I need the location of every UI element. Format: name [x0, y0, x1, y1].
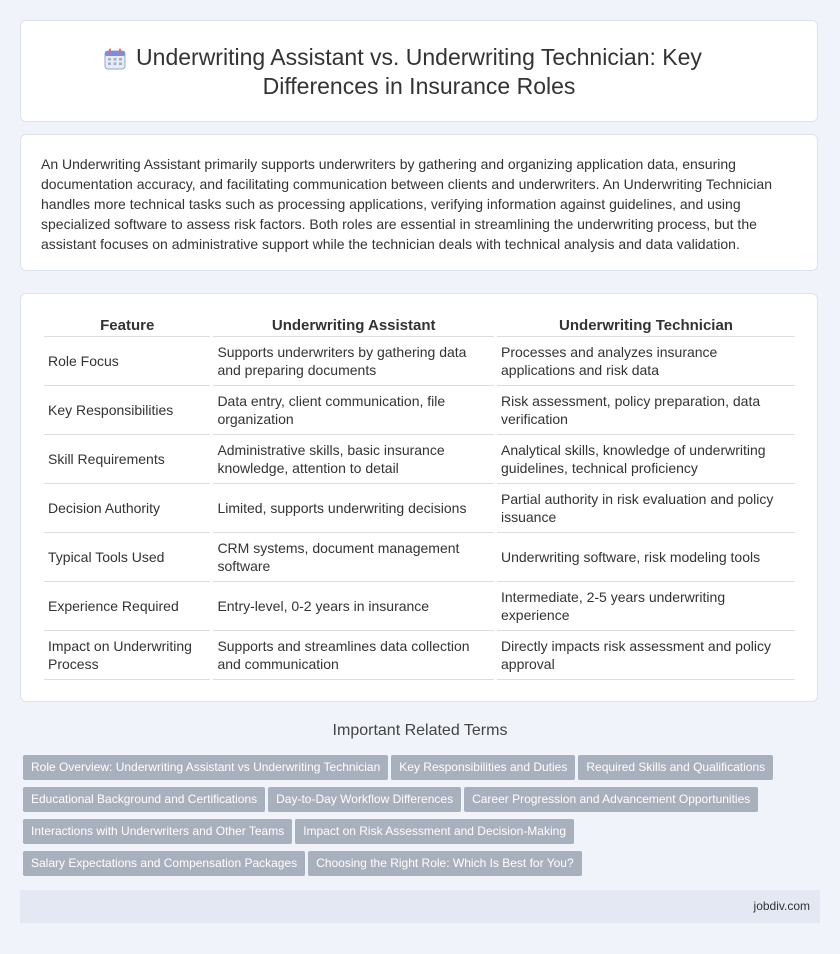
- tag-row: [23, 755, 803, 787]
- intro-card: [20, 134, 818, 271]
- page-title: [21, 43, 817, 101]
- feature-cell: Decision Authority: [44, 484, 210, 533]
- feature-cell: Typical Tools Used: [44, 533, 210, 582]
- table-row: [44, 631, 795, 680]
- technician-cell: Processes and analyzes insurance applications and risk data: [497, 337, 795, 386]
- tag-row: [23, 851, 803, 883]
- footer-site-link[interactable]: jobdiv.com: [753, 899, 810, 913]
- assistant-cell: Entry-level, 0-2 years in insurance: [213, 582, 494, 631]
- related-term-tag[interactable]: Interactions with Underwriters and Other Teams: [23, 819, 292, 844]
- technician-cell: Underwriting software, risk modeling tools: [497, 533, 795, 582]
- feature-cell: Impact on Underwriting Process: [44, 631, 210, 680]
- feature-cell: Skill Requirements: [44, 435, 210, 484]
- table-row: [44, 582, 795, 631]
- related-term-tag[interactable]: Career Progression and Advancement Opportunities: [464, 787, 758, 812]
- table-row: [44, 533, 795, 582]
- assistant-cell: Supports underwriters by gathering data and preparing documents: [213, 337, 494, 386]
- comparison-table: [41, 314, 798, 680]
- assistant-cell: Limited, supports underwriting decisions: [213, 484, 494, 533]
- feature-cell: Experience Required: [44, 582, 210, 631]
- page-title-line1: Underwriting Assistant vs. Underwriting Technician: Key: [136, 44, 702, 70]
- related-term-tag[interactable]: Role Overview: Underwriting Assistant vs Underwriting Technician: [23, 755, 388, 780]
- assistant-cell: Administrative skills, basic insurance knowledge, attention to detail: [213, 435, 494, 484]
- related-term-tag[interactable]: Impact on Risk Assessment and Decision-Making: [295, 819, 574, 844]
- assistant-cell: CRM systems, document management software: [213, 533, 494, 582]
- table-row: [44, 435, 795, 484]
- related-term-tag[interactable]: Day-to-Day Workflow Differences: [268, 787, 461, 812]
- related-term-tag[interactable]: Choosing the Right Role: Which Is Best for You?: [308, 851, 581, 876]
- related-term-tag[interactable]: Educational Background and Certifications: [23, 787, 265, 812]
- table-row: [44, 484, 795, 533]
- assistant-cell: Data entry, client communication, file organization: [213, 386, 494, 435]
- feature-cell: Key Responsibilities: [44, 386, 210, 435]
- related-term-tag[interactable]: Salary Expectations and Compensation Packages: [23, 851, 305, 876]
- table-row: [44, 337, 795, 386]
- technician-cell: Intermediate, 2-5 years underwriting experience: [497, 582, 795, 631]
- technician-cell: Risk assessment, policy preparation, data verification: [497, 386, 795, 435]
- comparison-table-card: [20, 293, 818, 702]
- tag-row: [23, 819, 803, 851]
- tag-row: [23, 787, 803, 819]
- assistant-cell: Supports and streamlines data collection and communication: [213, 631, 494, 680]
- related-terms-list: [23, 755, 803, 883]
- footer: [20, 890, 820, 923]
- related-term-tag[interactable]: Key Responsibilities and Duties: [391, 755, 575, 780]
- column-header-assistant: Underwriting Assistant: [213, 314, 494, 337]
- table-header-row: [44, 314, 795, 337]
- technician-cell: Directly impacts risk assessment and policy approval: [497, 631, 795, 680]
- intro-paragraph: An Underwriting Assistant primarily supports underwriters by gathering and organizing application data, ensuring documentation accuracy, and facilitating communication between clients and underwriters. An Underwriting Technician handles more technical tasks such as processing applications, verifying information against guidelines, and using specialized software to assess risk factors. Both roles are essential in streamlining the underwriting process, but the assistant focuses on administrative support while the technician deals with technical analysis and data validation.: [41, 156, 772, 252]
- technician-cell: Analytical skills, knowledge of underwriting guidelines, technical proficiency: [497, 435, 795, 484]
- related-terms-heading: Important Related Terms: [332, 722, 508, 739]
- feature-cell: Role Focus: [44, 337, 210, 386]
- column-header-technician: Underwriting Technician: [497, 314, 795, 337]
- technician-cell: Partial authority in risk evaluation and policy issuance: [497, 484, 795, 533]
- title-card: [20, 20, 818, 122]
- column-header-feature: Feature: [44, 314, 210, 337]
- page-title-line2: Differences in Insurance Roles: [262, 73, 576, 99]
- table-row: [44, 386, 795, 435]
- related-term-tag[interactable]: Required Skills and Qualifications: [578, 755, 773, 780]
